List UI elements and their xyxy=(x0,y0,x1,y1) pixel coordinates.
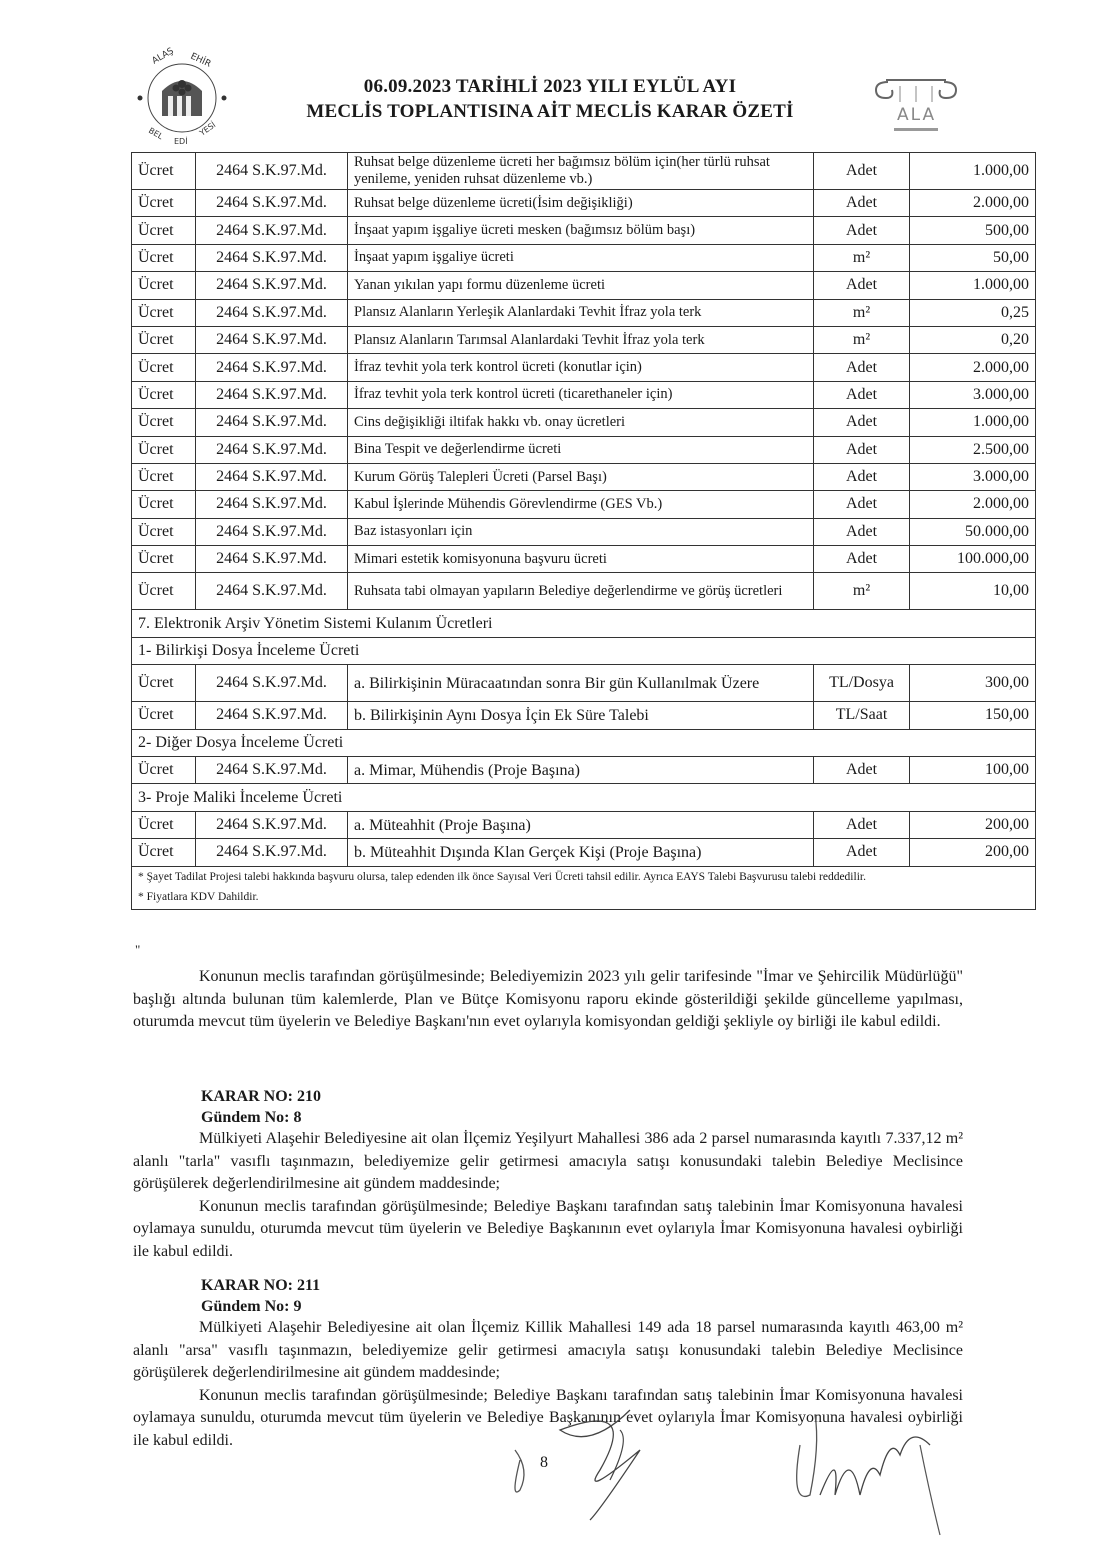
fee-description-cell: Plansız Alanların Yerleşik Alanlardaki Tevhit İfraz yola terk xyxy=(348,299,814,326)
law-reference-cell: 2464 S.K.97.Md. xyxy=(196,217,348,244)
decision-210-paragraph-1: Mülkiyeti Alaşehir Belediyesine ait olan İlçemiz Yeşilyurt Mahallesi 386 ada 2 parsel numarasında kayıtlı 7.337,12 m² alanlı "tarla" vasıflı taşınmazın, belediyemize gelir getirmesi amacıyla satışı konusundaki talebin Belediye Meclisince görüşülerek değerlendirilmesine ait gündem maddesinde; xyxy=(133,1130,963,1192)
unit-cell: Adet xyxy=(814,491,910,518)
svg-text:ALAŞ: ALAŞ xyxy=(150,46,176,67)
fee-type-cell: Ücret xyxy=(132,217,196,244)
fee-type-cell: Ücret xyxy=(132,811,196,838)
price-cell: 150,00 xyxy=(910,702,1036,729)
fee-type-cell: Ücret xyxy=(132,573,196,610)
price-cell: 300,00 xyxy=(910,665,1036,702)
table-notes xyxy=(132,866,1036,909)
notes-row xyxy=(132,866,1036,909)
price-cell: 1.000,00 xyxy=(910,153,1036,190)
decision-211-paragraph-1: Mülkiyeti Alaşehir Belediyesine ait olan İlçemiz Killik Mahallesi 149 ada 18 parsel numarasında kayıtlı 463,00 m² alanlı "arsa" vasıflı taşınmazın, belediyemize gelir getirmesi amacıyla satışı konusundaki talebin Belediye Meclisince görüşülerek değerlendirilmesine ait gündem maddesinde; xyxy=(133,1319,963,1381)
law-reference-cell: 2464 S.K.97.Md. xyxy=(196,463,348,490)
law-reference-cell: 2464 S.K.97.Md. xyxy=(196,436,348,463)
fee-type-cell: Ücret xyxy=(132,665,196,702)
title-line-2: MECLİS TOPLANTISINA AİT MECLİS KARAR ÖZETİ xyxy=(306,101,794,122)
price-cell: 500,00 xyxy=(910,217,1036,244)
fee-description-cell: Bina Tespit ve değerlendirme ücreti xyxy=(348,436,814,463)
price-cell: 3.000,00 xyxy=(910,463,1036,490)
law-reference-cell: 2464 S.K.97.Md. xyxy=(196,702,348,729)
law-reference-cell: 2464 S.K.97.Md. xyxy=(196,518,348,545)
fee-type-cell: Ücret xyxy=(132,757,196,784)
fee-description-cell: İnşaat yapım işgaliye ücreti xyxy=(348,244,814,271)
price-cell: 50.000,00 xyxy=(910,518,1036,545)
fee-row xyxy=(132,381,1036,408)
fee-type-cell: Ücret xyxy=(132,326,196,353)
law-reference-cell: 2464 S.K.97.Md. xyxy=(196,811,348,838)
law-reference-cell: 2464 S.K.97.Md. xyxy=(196,409,348,436)
law-reference-cell: 2464 S.K.97.Md. xyxy=(196,573,348,610)
fee-row xyxy=(132,272,1036,299)
section-row xyxy=(132,729,1036,756)
fee-description-cell: Kabul İşlerinde Mühendis Görevlendirme (GES Vb.) xyxy=(348,491,814,518)
fee-row xyxy=(132,190,1036,217)
unit-cell: Adet xyxy=(814,463,910,490)
unit-cell: Adet xyxy=(814,354,910,381)
unit-cell: Adet xyxy=(814,190,910,217)
unit-cell: TL/Dosya xyxy=(814,665,910,702)
fee-description-cell: b. Müteahhit Dışında Klan Gerçek Kişi (Proje Başına) xyxy=(348,839,814,866)
price-cell: 10,00 xyxy=(910,573,1036,610)
law-reference-cell: 2464 S.K.97.Md. xyxy=(196,326,348,353)
fee-row xyxy=(132,811,1036,838)
svg-text:YESİ: YESİ xyxy=(197,120,218,138)
signature-1-icon xyxy=(500,1390,670,1530)
law-reference-cell: 2464 S.K.97.Md. xyxy=(196,272,348,299)
fee-description-cell: Yanan yıkılan yapı formu düzenleme ücreti xyxy=(348,272,814,299)
fee-row xyxy=(132,665,1036,702)
law-reference-cell: 2464 S.K.97.Md. xyxy=(196,839,348,866)
fee-row xyxy=(132,326,1036,353)
fee-row xyxy=(132,546,1036,573)
gundem-no-9: Gündem No: 9 xyxy=(201,1298,302,1315)
fee-row xyxy=(132,463,1036,490)
fee-row xyxy=(132,153,1036,190)
law-reference-cell: 2464 S.K.97.Md. xyxy=(196,153,348,190)
unit-cell: Adet xyxy=(814,546,910,573)
fee-description-cell: Cins değişikliği iltifak hakkı vb. onay ücretleri xyxy=(348,409,814,436)
fee-type-cell: Ücret xyxy=(132,491,196,518)
note-2: * Fiyatlara KDV Dahildir. xyxy=(138,890,259,903)
price-cell: 100,00 xyxy=(910,757,1036,784)
unit-cell: m² xyxy=(814,326,910,353)
section-row xyxy=(132,637,1036,664)
unit-cell: TL/Saat xyxy=(814,702,910,729)
fee-table xyxy=(131,152,1036,910)
unit-cell: m² xyxy=(814,573,910,610)
fee-description-cell: Ruhsat belge düzenleme ücreti her bağımsız bölüm için(her türlü ruhsat yenileme, yeniden ruhsat düzenleme vb.) xyxy=(348,153,814,190)
price-cell: 200,00 xyxy=(910,839,1036,866)
unit-cell: Adet xyxy=(814,217,910,244)
karar-no-210: KARAR NO: 210 xyxy=(201,1088,321,1105)
unit-cell: Adet xyxy=(814,436,910,463)
svg-text:EDİ: EDİ xyxy=(174,137,188,146)
decision-210-paragraph-2: Konunun meclis tarafından görüşülmesinde; Belediye Başkanı tarafından satış talebinin İmar Komisyonuna havalesi oylamaya sunuldu, oturumda mevcut tüm üyelerin ve Belediye Başkanının evet oylarıyla İmar Komisyonuna havalesi oybirliği ile kabul edildi. xyxy=(133,1197,963,1260)
price-cell: 0,25 xyxy=(910,299,1036,326)
law-reference-cell: 2464 S.K.97.Md. xyxy=(196,665,348,702)
price-cell: 0,20 xyxy=(910,326,1036,353)
decision-211-paragraph-2: Konunun meclis tarafından görüşülmesinde; Belediye Başkanı tarafından satış talebinin İmar Komisyonuna havalesi oylamaya sunuldu, oturumda mevcut tüm üyelerin ve Belediye Başkanının evet oylarıyla İmar Komisyonuna havalesi oybirliği ile kabul edildi. xyxy=(133,1386,963,1449)
fee-row xyxy=(132,491,1036,518)
page-header xyxy=(0,40,1093,150)
decision-body xyxy=(133,966,963,1034)
fee-type-cell: Ücret xyxy=(132,463,196,490)
svg-text:BEL: BEL xyxy=(147,125,165,142)
decision-210 xyxy=(133,1086,963,1263)
closing-quote-mark: " xyxy=(135,942,141,957)
fee-row xyxy=(132,299,1036,326)
fee-type-cell: Ücret xyxy=(132,381,196,408)
section-row xyxy=(132,610,1036,637)
price-cell: 2.500,00 xyxy=(910,436,1036,463)
price-cell: 1.000,00 xyxy=(910,409,1036,436)
law-reference-cell: 2464 S.K.97.Md. xyxy=(196,244,348,271)
title-line-1: 06.09.2023 TARİHLİ 2023 YILI EYLÜL AYI xyxy=(363,76,737,97)
law-reference-cell: 2464 S.K.97.Md. xyxy=(196,491,348,518)
fee-description-cell: Ruhsat belge düzenleme ücreti(İsim değişikliği) xyxy=(348,190,814,217)
fee-description-cell: İfraz tevhit yola terk kontrol ücreti (konutlar için) xyxy=(348,354,814,381)
law-reference-cell: 2464 S.K.97.Md. xyxy=(196,381,348,408)
fee-row xyxy=(132,702,1036,729)
fee-type-cell: Ücret xyxy=(132,244,196,271)
fee-type-cell: Ücret xyxy=(132,272,196,299)
price-cell: 100.000,00 xyxy=(910,546,1036,573)
unit-cell: Adet xyxy=(814,757,910,784)
unit-cell: Adet xyxy=(814,381,910,408)
fee-row xyxy=(132,573,1036,610)
unit-cell: Adet xyxy=(814,272,910,299)
price-cell: 200,00 xyxy=(910,811,1036,838)
signature-2-icon xyxy=(780,1385,950,1550)
unit-cell: m² xyxy=(814,244,910,271)
unit-cell: m² xyxy=(814,299,910,326)
fee-type-cell: Ücret xyxy=(132,153,196,190)
section-row xyxy=(132,784,1036,811)
fee-row xyxy=(132,757,1036,784)
price-cell: 1.000,00 xyxy=(910,272,1036,299)
unit-cell: Adet xyxy=(814,409,910,436)
fee-description-cell: Baz istasyonları için xyxy=(348,518,814,545)
fee-row xyxy=(132,518,1036,545)
fee-row xyxy=(132,409,1036,436)
karar-no-211: KARAR NO: 211 xyxy=(201,1277,321,1294)
ala-column-logo-icon xyxy=(870,68,962,136)
section-7-title: 7. Elektronik Arşiv Yönetim Sistemi Kulanım Ücretleri xyxy=(132,610,1036,637)
law-reference-cell: 2464 S.K.97.Md. xyxy=(196,546,348,573)
law-reference-cell: 2464 S.K.97.Md. xyxy=(196,757,348,784)
fee-description-cell: Kurum Görüş Talepleri Ücreti (Parsel Başı) xyxy=(348,463,814,490)
fee-row xyxy=(132,436,1036,463)
price-cell: 2.000,00 xyxy=(910,354,1036,381)
gundem-no-8: Gündem No: 8 xyxy=(201,1109,302,1126)
fee-row xyxy=(132,354,1036,381)
subsection-3-title: 3- Proje Maliki İnceleme Ücreti xyxy=(132,784,1036,811)
fee-type-cell: Ücret xyxy=(132,354,196,381)
fee-type-cell: Ücret xyxy=(132,839,196,866)
fee-row xyxy=(132,244,1036,271)
fee-type-cell: Ücret xyxy=(132,436,196,463)
unit-cell: Adet xyxy=(814,811,910,838)
price-cell: 50,00 xyxy=(910,244,1036,271)
fee-description-cell: Plansız Alanların Tarımsal Alanlardaki Tevhit İfraz yola terk xyxy=(348,326,814,353)
subsection-1-title: 1- Bilirkişi Dosya İnceleme Ücreti xyxy=(132,637,1036,664)
price-cell: 2.000,00 xyxy=(910,491,1036,518)
svg-text:EHİR: EHİR xyxy=(188,51,213,70)
document-title xyxy=(240,74,860,124)
price-cell: 2.000,00 xyxy=(910,190,1036,217)
fee-description-cell: a. Bilirkişinin Müracaatından sonra Bir gün Kullanılmak Üzere xyxy=(348,665,814,702)
page-number: 8 xyxy=(540,1454,548,1471)
note-1: * Şayet Tadilat Projesi talebi hakkında başvuru olursa, talep edenden ilk önce Sayısal Veri Ücreti tahsil edilir. Ayrıca EAYS Talebi Başvurusu talebi reddedilir. xyxy=(138,870,866,883)
law-reference-cell: 2464 S.K.97.Md. xyxy=(196,190,348,217)
fee-description-cell: Mimari estetik komisyonuna başvuru ücreti xyxy=(348,546,814,573)
unit-cell: Adet xyxy=(814,518,910,545)
fee-type-cell: Ücret xyxy=(132,518,196,545)
tariff-decision-paragraph: Konunun meclis tarafından görüşülmesinde; Belediyemizin 2023 yılı gelir tarifesinde "İmar ve Şehircilik Müdürlüğü" başlığı altında bulunan tüm kalemlerde, Plan ve Bütçe Komisyonu raporu ekinde gösterildiği şekilde güncelleme yapılması, oturumda mevcut tüm üyelerin ve Belediye Başkanı'nın evet oylarıyla komisyondan geldiği şekliyle oy birliği ile kabul edildi. xyxy=(133,968,963,1030)
unit-cell: Adet xyxy=(814,153,910,190)
fee-description-cell: İnşaat yapım işgaliye ücreti mesken (bağımsız bölüm başı) xyxy=(348,217,814,244)
svg-text:ALA: ALA xyxy=(897,105,937,125)
fee-description-cell: a. Müteahhit (Proje Başına) xyxy=(348,811,814,838)
fee-description-cell: Ruhsata tabi olmayan yapıların Belediye değerlendirme ve görüş ücretleri xyxy=(348,573,814,610)
fee-row xyxy=(132,839,1036,866)
fee-row xyxy=(132,217,1036,244)
fee-type-cell: Ücret xyxy=(132,190,196,217)
fee-type-cell: Ücret xyxy=(132,409,196,436)
fee-type-cell: Ücret xyxy=(132,546,196,573)
fee-type-cell: Ücret xyxy=(132,299,196,326)
fee-description-cell: İfraz tevhit yola terk kontrol ücreti (ticarethaneler için) xyxy=(348,381,814,408)
unit-cell: Adet xyxy=(814,839,910,866)
alasehir-municipality-seal-icon xyxy=(132,46,232,146)
fee-type-cell: Ücret xyxy=(132,702,196,729)
fee-description-cell: b. Bilirkişinin Aynı Dosya İçin Ek Süre Talebi xyxy=(348,702,814,729)
subsection-2-title: 2- Diğer Dosya İnceleme Ücreti xyxy=(132,729,1036,756)
law-reference-cell: 2464 S.K.97.Md. xyxy=(196,299,348,326)
fee-description-cell: a. Mimar, Mühendis (Proje Başına) xyxy=(348,757,814,784)
price-cell: 3.000,00 xyxy=(910,381,1036,408)
law-reference-cell: 2464 S.K.97.Md. xyxy=(196,354,348,381)
